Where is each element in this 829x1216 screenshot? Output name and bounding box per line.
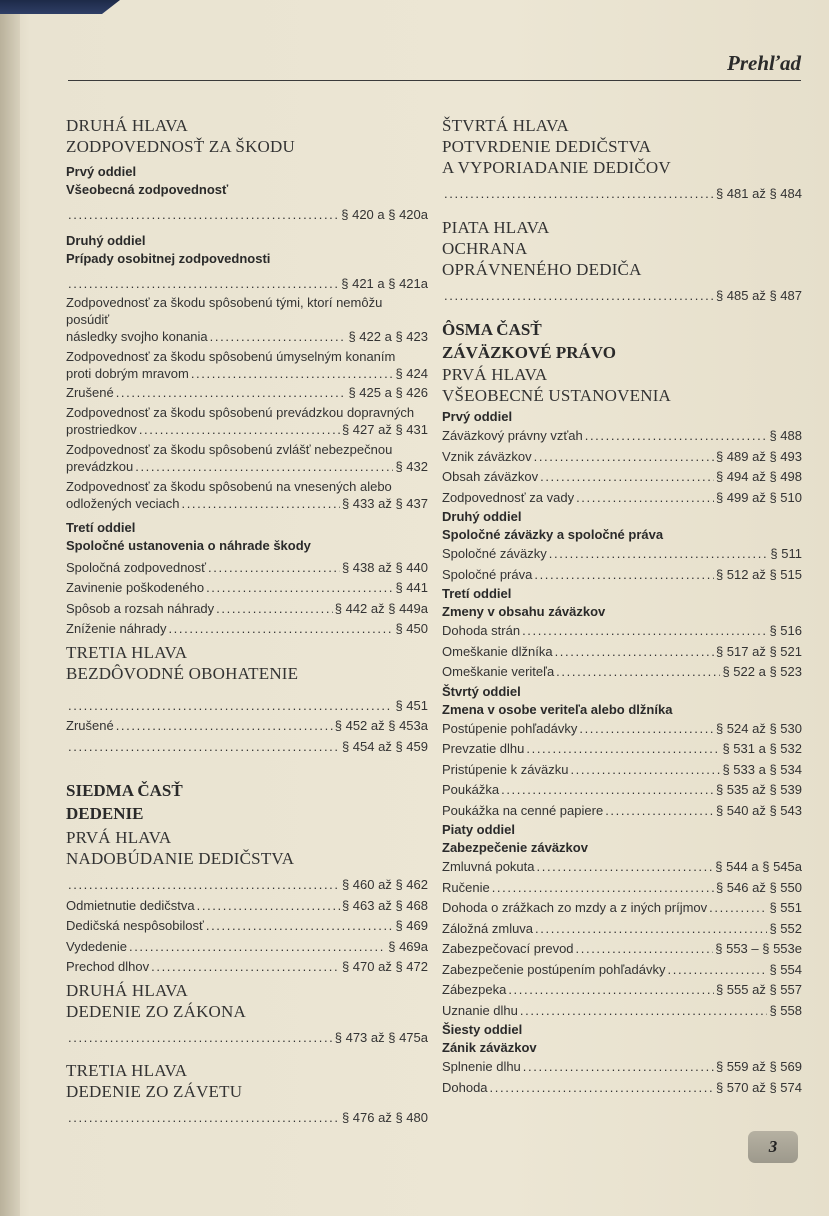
leader-dots	[585, 426, 768, 447]
leader-dots	[526, 739, 720, 760]
toc-entry[interactable]	[442, 426, 802, 447]
part-number: SIEDMA ČASŤ	[66, 781, 183, 800]
toc-entry[interactable]	[442, 1057, 802, 1078]
paragraph-ref: § 546 až § 550	[715, 879, 802, 895]
toc-entry-label: Postúpenie pohľadávky	[442, 720, 578, 736]
cover-corner	[0, 0, 120, 14]
toc-entry-label: prevádzkou	[66, 458, 134, 474]
paragraph-ref: § 452 až § 453a	[334, 718, 428, 733]
paragraph-ref: § 450	[395, 621, 428, 636]
leader-dots	[534, 447, 714, 468]
toc-entry[interactable]	[442, 286, 802, 307]
leader-dots	[534, 565, 714, 586]
toc-entry[interactable]	[66, 937, 428, 958]
page-number-tab: 3	[748, 1131, 798, 1163]
toc-entry-label: Dohoda	[442, 1079, 488, 1095]
toc-entry-label: Pristúpenie k záväzku	[442, 761, 569, 777]
paragraph-ref: § 494 až § 498	[715, 469, 802, 484]
toc-entry[interactable]	[66, 205, 428, 226]
leader-dots	[508, 980, 714, 1001]
chapter-number: DRUHÁ HLAVA	[66, 116, 189, 135]
chapter-title: BEZDÔVODNÉ OBOHATENIE	[66, 663, 299, 683]
running-header-title: Prehľad	[727, 51, 801, 75]
toc-entry[interactable]	[442, 939, 802, 960]
leader-dots	[116, 383, 347, 404]
toc-entry-label: Prevzatie dlhu	[442, 741, 525, 756]
leader-dots	[68, 205, 339, 226]
part-number: ÔSMA ČASŤ	[442, 320, 542, 339]
leader-dots	[570, 760, 720, 781]
paragraph-ref: § 454 až § 459	[341, 738, 428, 754]
toc-entry[interactable]	[442, 980, 802, 1001]
part-title: ZÁVÄZKOVÉ PRÁVO	[442, 343, 616, 362]
leader-dots	[116, 716, 333, 737]
section-title: Druhý oddiel	[66, 232, 146, 248]
paragraph-ref: § 470 až § 472	[341, 959, 428, 974]
toc-entry[interactable]	[442, 857, 802, 878]
toc-entry[interactable]	[66, 578, 428, 599]
leader-dots	[135, 458, 393, 476]
leader-dots	[520, 1001, 768, 1022]
leader-dots	[555, 642, 714, 663]
paragraph-ref: § 473 až § 475a	[334, 1029, 428, 1045]
toc-entry-label: Zníženie náhrady	[66, 621, 167, 636]
toc-entry-label: Spôsob a rozsah náhrady	[66, 600, 215, 616]
section-title: Prvý oddiel	[442, 409, 513, 424]
toc-entry-label-line: Zodpovednosť za škodu spôsobenú úmyselným konaním	[66, 349, 396, 364]
chapter-heading	[66, 827, 428, 869]
chapter-heading	[66, 1060, 428, 1102]
leader-dots	[210, 328, 347, 346]
toc-entry-label: Zrušené	[66, 718, 114, 733]
leader-dots	[191, 365, 394, 383]
chapter-title: ZODPOVEDNOSŤ ZA ŠKODU	[66, 137, 295, 156]
toc-entry[interactable]	[442, 565, 802, 586]
paragraph-ref: § 524 až § 530	[715, 720, 802, 736]
toc-entry-label: Dohoda o zrážkach zo mzdy a z iných príjmov	[442, 900, 708, 915]
chapter-title: OCHRANA	[442, 238, 528, 258]
paragraph-ref: § 451	[395, 697, 428, 713]
part-heading	[442, 318, 802, 364]
paragraph-ref: § 535 až § 539	[715, 782, 802, 797]
leader-dots	[168, 619, 393, 640]
toc-entry-label-line: Zodpovednosť za škodu spôsobenú tými, ktorí nemôžu posúdiť	[66, 295, 383, 327]
leader-dots	[68, 1108, 340, 1129]
toc-entry-label: Ručenie	[442, 879, 490, 895]
toc-entry-label: prostriedkov	[66, 421, 137, 437]
leader-dots	[668, 960, 768, 981]
leader-dots	[139, 421, 340, 439]
toc-entry[interactable]	[442, 739, 802, 760]
toc-entry-label: Zavinenie poškodeného	[66, 580, 205, 595]
toc-entry[interactable]	[66, 696, 428, 717]
leader-dots	[197, 896, 340, 917]
toc-entry[interactable]	[66, 274, 428, 295]
toc-entry-label: Spoločné práva	[442, 566, 533, 582]
leader-dots	[523, 1057, 714, 1078]
paragraph-ref: § 438 až § 440	[341, 559, 428, 575]
chapter-number: PIATA HLAVA	[442, 217, 550, 237]
leader-dots	[537, 857, 714, 878]
toc-entry-label: Poukážka	[442, 782, 500, 797]
paragraph-ref: § 555 až § 557	[715, 982, 802, 997]
toc-entry[interactable]	[442, 184, 802, 205]
paragraph-ref: § 469	[395, 918, 428, 933]
toc-entry-label: Prechod dlhov	[66, 959, 150, 974]
section-subtitle: Zmena v osobe veriteľa alebo dlžníka	[442, 701, 673, 717]
part-heading	[66, 779, 428, 825]
leader-dots	[556, 662, 720, 683]
toc-entry-label: Uznanie dlhu	[442, 1002, 518, 1018]
chapter-number: DRUHÁ HLAVA	[66, 980, 189, 1000]
leader-dots	[129, 937, 386, 958]
toc-entry-label-line: Zodpovednosť za škodu spôsobenú na vnesených alebo	[66, 478, 392, 494]
chapter-title: NADOBÚDANIE DEDIČSTVA	[66, 849, 295, 868]
paragraph-ref: § 427 až § 431	[341, 421, 428, 437]
leader-dots	[68, 875, 340, 896]
toc-entry-label: Dedičská nespôsobilosť	[66, 918, 204, 933]
paragraph-ref: § 460 až § 462	[341, 877, 428, 892]
toc-entry-label-line: Zodpovednosť za škodu spôsobenú prevádzkou dopravných	[66, 404, 415, 420]
toc-entry-label: Zmluvná pokuta	[442, 859, 535, 874]
right-column	[442, 115, 802, 1098]
chapter-title-line: OPRÁVNENÉHO DEDIČA	[442, 259, 642, 279]
toc-entry[interactable]	[442, 1001, 802, 1022]
leader-dots	[68, 1028, 333, 1049]
toc-entry[interactable]	[66, 365, 428, 383]
paragraph-ref: § 499 až § 510	[715, 489, 802, 505]
paragraph-ref: § 512 až § 515	[715, 566, 802, 582]
leader-dots	[208, 558, 340, 579]
paragraph-ref: § 441	[395, 580, 428, 595]
toc-entry[interactable]	[66, 328, 428, 346]
paragraph-ref: § 425 a § 426	[348, 385, 428, 400]
toc-entry[interactable]	[66, 421, 428, 439]
toc-entry[interactable]	[66, 599, 428, 620]
toc-entry[interactable]	[442, 719, 802, 740]
toc-entry-label: Poukážka na cenné papiere	[442, 802, 604, 818]
chapter-number: ŠTVRTÁ HLAVA	[442, 116, 569, 135]
leader-dots	[501, 780, 714, 801]
paragraph-ref: § 421 a § 421a	[341, 275, 428, 291]
leader-dots	[522, 621, 767, 642]
leader-dots	[540, 467, 714, 488]
toc-entry[interactable]	[66, 495, 428, 513]
toc-entry-label: Spoločná zodpovednosť	[66, 559, 207, 575]
chapter-title: DEDENIE ZO ZÁKONA	[66, 1001, 246, 1021]
leader-dots	[535, 919, 767, 940]
section-subtitle: Všeobecná zodpovednosť	[66, 182, 229, 197]
paragraph-ref: § 516	[769, 623, 802, 638]
chapter-title: VŠEOBECNÉ USTANOVENIA	[442, 386, 672, 405]
leader-dots	[549, 544, 769, 565]
toc-entry[interactable]	[442, 467, 802, 488]
toc-entry[interactable]	[442, 662, 802, 683]
paragraph-ref: § 533 a § 534	[722, 761, 802, 777]
toc-entry[interactable]	[442, 642, 802, 663]
paragraph-ref: § 570 až § 574	[715, 1079, 802, 1095]
chapter-heading	[442, 115, 802, 178]
toc-entry[interactable]	[66, 619, 428, 640]
toc-entry-label: Zabezpečovací prevod	[442, 941, 574, 956]
toc-entry-label: Omeškanie dlžníka	[442, 643, 553, 659]
section-subtitle: Zmeny v obsahu záväzkov	[442, 604, 606, 619]
chapter-title-line: A VYPORIADANIE DEDIČOV	[442, 158, 671, 177]
leader-dots	[68, 737, 340, 758]
paragraph-ref: § 424	[395, 366, 428, 381]
toc-entry[interactable]	[442, 960, 802, 981]
toc-entry-label: Odmietnutie dedičstva	[66, 897, 195, 913]
paragraph-ref: § 485 až § 487	[715, 287, 802, 303]
toc-entry-label: Obsah záväzkov	[442, 469, 539, 484]
chapter-heading	[442, 364, 802, 406]
toc-entry[interactable]	[442, 760, 802, 781]
toc-entry-label: Vznik záväzkov	[442, 448, 532, 464]
paragraph-ref: § 433 až § 437	[341, 495, 428, 511]
chapter-heading	[442, 217, 802, 280]
paragraph-ref: § 540 až § 543	[715, 802, 802, 818]
toc-entry-label: Splnenie dlhu	[442, 1059, 521, 1074]
toc-entry-label: Dohoda strán	[442, 623, 521, 638]
toc-entry[interactable]	[442, 919, 802, 940]
toc-entry-label: Omeškanie veriteľa	[442, 664, 555, 679]
toc-entry[interactable]	[66, 1108, 428, 1129]
toc-entry-label: Zodpovednosť za vady	[442, 489, 575, 505]
toc-entry[interactable]	[66, 558, 428, 579]
toc-entry[interactable]	[442, 544, 802, 565]
section-subtitle: Prípady osobitnej zodpovednosti	[66, 250, 271, 266]
leader-dots	[151, 957, 340, 978]
leader-dots	[206, 916, 394, 937]
section-title: Prvý oddiel	[66, 164, 137, 179]
toc-entry-label-line: Zodpovednosť za škodu spôsobenú zvlášť nebezpečnou	[66, 441, 393, 457]
section-title: Šiesty oddiel	[442, 1022, 523, 1037]
leader-dots	[576, 488, 714, 509]
toc-entry[interactable]	[442, 780, 802, 801]
page-spine-shadow	[0, 0, 20, 1216]
paragraph-ref: § 463 až § 468	[341, 897, 428, 913]
toc-entry-label: odložených veciach	[66, 495, 180, 511]
chapter-number: PRVÁ HLAVA	[442, 365, 548, 384]
toc-entry[interactable]	[66, 875, 428, 896]
leader-dots	[709, 898, 767, 919]
toc-entry[interactable]	[442, 447, 802, 468]
leader-dots	[68, 696, 393, 717]
paragraph-ref: § 551	[769, 900, 802, 915]
chapter-title: POTVRDENIE DEDIČSTVA	[442, 137, 652, 156]
toc-entry[interactable]	[442, 801, 802, 822]
paragraph-ref: § 432	[395, 458, 428, 474]
toc-entry[interactable]	[66, 458, 428, 476]
paragraph-ref: § 554	[769, 961, 802, 977]
chapter-number: PRVÁ HLAVA	[66, 828, 172, 847]
chapter-heading	[66, 642, 428, 684]
paragraph-ref: § 517 až § 521	[715, 643, 802, 659]
paragraph-ref: § 558	[769, 1002, 802, 1018]
leader-dots	[206, 578, 393, 599]
toc-entry[interactable]	[66, 957, 428, 978]
toc-entry-label: Vydedenie	[66, 938, 127, 954]
section-title: Tretí oddiel	[66, 519, 136, 535]
toc-entry-label: Záložná zmluva	[442, 920, 534, 936]
toc-entry[interactable]	[442, 488, 802, 509]
paragraph-ref: § 476 až § 480	[341, 1110, 428, 1125]
paragraph-ref: § 489 až § 493	[715, 448, 802, 464]
toc-entry-label: proti dobrým mravom	[66, 366, 189, 381]
section-title: Štvrtý oddiel	[442, 683, 521, 699]
leader-dots	[579, 719, 714, 740]
section-title: Druhý oddiel	[442, 509, 522, 524]
chapter-number: TRETIA HLAVA	[66, 1061, 188, 1080]
leader-dots	[68, 274, 339, 295]
header-rule	[68, 80, 801, 81]
paragraph-ref: § 442 až § 449a	[334, 600, 428, 616]
toc-entry[interactable]	[66, 896, 428, 917]
paragraph-ref: § 531 a § 532	[722, 741, 802, 756]
chapter-number: TRETIA HLAVA	[66, 642, 188, 662]
paragraph-ref: § 488	[769, 428, 802, 443]
leader-dots	[444, 286, 714, 307]
toc-entry[interactable]	[66, 716, 428, 737]
toc-entry[interactable]	[442, 621, 802, 642]
leader-dots	[216, 599, 333, 620]
chapter-heading	[66, 980, 428, 1022]
section-subtitle: Zabezpečenie záväzkov	[442, 840, 588, 855]
paragraph-ref: § 420 a § 420a	[341, 207, 428, 222]
paragraph-ref: § 552	[769, 920, 802, 936]
paragraph-ref: § 469a	[388, 938, 428, 954]
section-title: Tretí oddiel	[442, 586, 512, 601]
leader-dots	[181, 495, 340, 513]
toc-entry[interactable]	[66, 916, 428, 937]
toc-entry[interactable]	[442, 1078, 802, 1099]
paragraph-ref: § 553 – § 553e	[715, 941, 802, 956]
chapter-title: DEDENIE ZO ZÁVETU	[66, 1082, 243, 1101]
toc-entry-label: Zábezpeka	[442, 982, 507, 997]
toc-entry-label: Zabezpečenie postúpením pohľadávky	[442, 961, 666, 977]
toc-entry[interactable]	[66, 383, 428, 404]
section-subtitle: Spoločné ustanovenia o náhrade škody	[66, 537, 311, 553]
toc-entry-label: následky svojho konania	[66, 329, 208, 344]
leader-dots	[605, 801, 714, 822]
toc-entry[interactable]	[442, 898, 802, 919]
paragraph-ref: § 481 až § 484	[715, 186, 802, 201]
leader-dots	[576, 939, 714, 960]
paragraph-ref: § 544 a § 545a	[715, 859, 802, 874]
leader-dots	[492, 878, 714, 899]
toc-entry[interactable]	[66, 1028, 428, 1049]
section-subtitle: Spoločné záväzky a spoločné práva	[442, 527, 664, 542]
paragraph-ref: § 511	[770, 546, 802, 561]
paragraph-ref: § 522 a § 523	[722, 664, 802, 679]
toc-entry-label: Spoločné záväzky	[442, 546, 547, 561]
toc-entry-label: Zrušené	[66, 385, 114, 400]
paragraph-ref: § 559 až § 569	[715, 1059, 802, 1074]
chapter-heading	[66, 115, 428, 157]
toc-entry[interactable]	[66, 737, 428, 758]
leader-dots	[490, 1078, 714, 1099]
paragraph-ref: § 422 a § 423	[348, 329, 428, 344]
leader-dots	[444, 184, 714, 205]
toc-entry-label: Záväzkový právny vzťah	[442, 428, 583, 443]
section-subtitle: Zánik záväzkov	[442, 1040, 537, 1055]
part-title: DEDENIE	[66, 804, 144, 823]
left-column	[66, 115, 428, 1129]
toc-entry[interactable]	[442, 878, 802, 899]
section-title: Piaty oddiel	[442, 822, 515, 837]
